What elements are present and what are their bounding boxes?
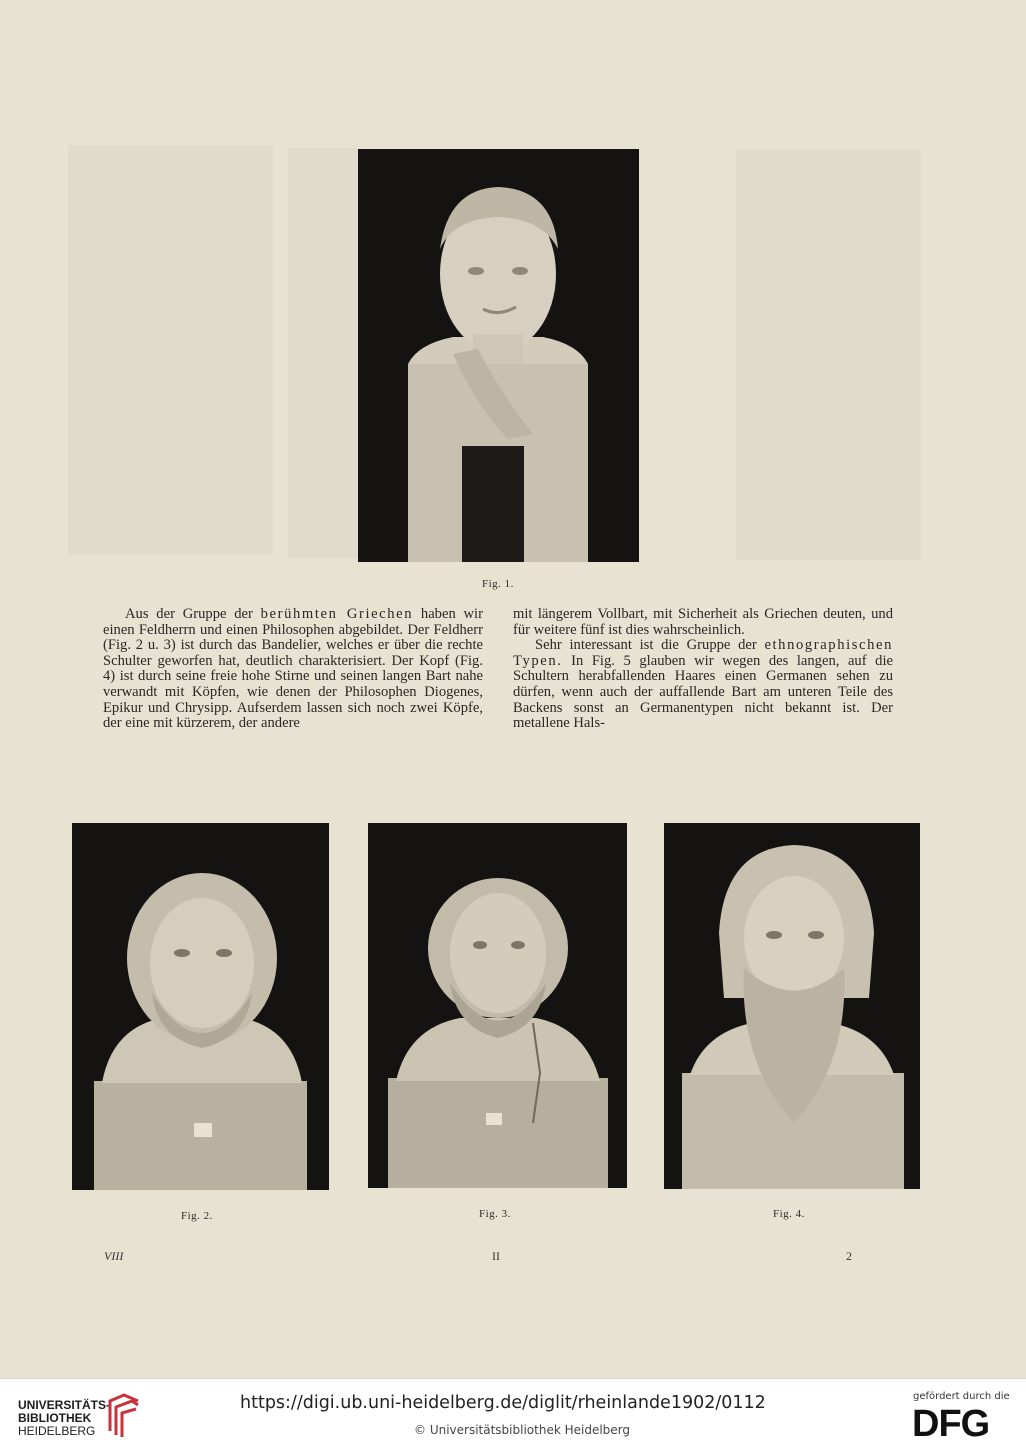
show-through-right [736,150,921,560]
text-run: In Fig. 5 glauben wir wegen des langen, auf die Schultern herabfallenden Haares einen Germanen sehen zu dürfen, wenn auch der auffallende Bart am unteren Teile des Backens sonst an Germanentypen nicht bekannt ist. Der metallene Hals- [513,652,893,732]
footer-bar [0,1378,1026,1452]
figure-3-photo [368,823,627,1188]
paragraph-continued: mit längerem Vollbart, mit Sicherheit als Griechen deuten, und für weitere fünf ist dies wahrscheinlich. [513,606,893,638]
paragraph-ethnographic [513,638,893,732]
herm-bust-youth-image [358,149,639,562]
text-run: Aus der Gruppe der [125,606,261,622]
bearded-bust-general-image [368,823,627,1188]
text-run: haben wir einen Feldherrn und einen Philosophen abgebildet. Der Feldherr (Fig. 2 u. 3) ist durch das Bandelier, welches er über die rechte Schulter geworfen hat, deutlich charakterisiert. Der Kopf (Fig. 4) ist durch seine freie hohe Stirne und seinen langen Bart nahe verwandt mit Köpfen, wie denen der Philosophen Diogenes, Epikur und Chrysipp. Aufserdem lassen sich noch zwei Köpfe, der eine mit kürzerem, der andere [103,606,483,732]
library-line-3: HEIDELBERG [18,1424,96,1438]
figure-1-photo [358,149,639,562]
figure-4-photo [664,823,920,1189]
signature-mark: VIII [104,1249,124,1263]
emphasized-term: berühmten Griechen [260,606,414,622]
funding-note: gefördert durch die [913,1391,1010,1402]
paragraph-greeks [103,607,483,732]
figure-4-caption: Fig. 4. [773,1208,805,1220]
page-number: II [492,1249,500,1263]
library-name[interactable] [18,1399,110,1438]
copyright-notice: © Universitätsbibliothek Heidelberg [414,1423,631,1437]
figure-3-caption: Fig. 3. [479,1208,511,1220]
text-column-right [513,607,893,732]
sheet-number: 2 [846,1249,852,1263]
text-run: Sehr interessant ist die Gruppe der [535,637,765,654]
show-through-left [68,145,273,555]
figure-1-caption: Fig. 1. [482,578,514,590]
figure-2-photo [72,823,329,1190]
dfg-logo[interactable]: DFG [912,1403,990,1445]
text-column-left [103,607,483,732]
bearded-bust-curly-image [72,823,329,1190]
figure-2-caption: Fig. 2. [181,1210,213,1222]
permalink-url[interactable]: https://digi.ub.uni-heidelberg.de/diglit/rheinlande1902/0112 [240,1393,766,1413]
library-line-1: UNIVERSITÄTS- [18,1398,111,1412]
library-logo-icon[interactable] [104,1391,144,1439]
philosopher-bust-image [664,823,920,1189]
library-line-2: BIBLIOTHEK [18,1411,92,1425]
show-through-middle [288,148,358,558]
emphasized-term: ethnographischen Typen. [513,637,893,669]
